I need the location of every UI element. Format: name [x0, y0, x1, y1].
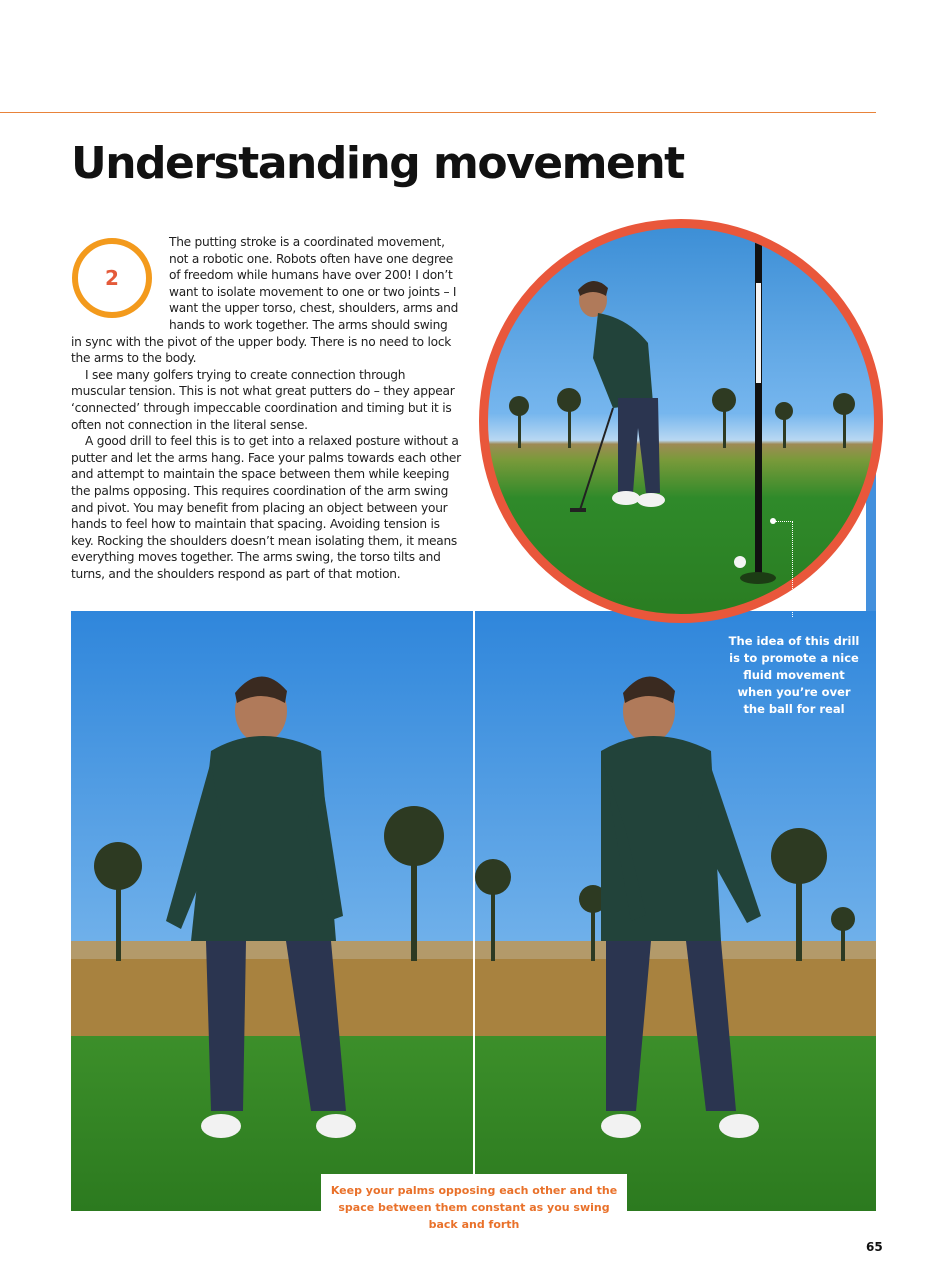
main-photo-caption: Keep your palms opposing each other and the space between them constant as you swing back and forth [321, 1174, 627, 1211]
page-number: 65 [866, 1240, 883, 1254]
step-number: 2 [105, 266, 119, 290]
top-rule [0, 112, 876, 113]
article-paragraph: I see many golfers trying to create connection through muscular tension. This is not what great putters do – they appear ‘connected’ through impeccable coordination and timing but it is often not connection in the literal sense. [71, 367, 455, 432]
article-paragraph: A good drill to feel this is to get into a relaxed posture without a putter and let the arms hang. Face your palms towards each other and attempt to maintain the space between them while keeping the palms opposing. This requires coordination of the arm swing and pivot. You may benefit from placing an object between your hands to feel how to maintain that spacing. Avoiding tension is key. Rocking the shoulders doesn’t mean isolating them, it means everything moves together. The arms swing, the torso tilts and turns, and the shoulders respond as part of that motion. [71, 434, 461, 581]
article-body [71, 234, 461, 582]
callout-leader-vertical [792, 522, 793, 617]
inset-photo-illustration [488, 228, 874, 614]
page-title: Understanding movement [71, 138, 684, 189]
callout-leader-horizontal [775, 521, 793, 522]
article-paragraph: The putting stroke is a coordinated movement, not a robotic one. Robots often have one degree of freedom while humans have over 200! I don’t want to isolate movement to one or two joints – I want the upper torso, chest, shoulders, arms and hands to work together. The arms should swing in sync with the pivot of the upper body. There is no need to lock the arms to the body. [71, 235, 459, 366]
inset-photo-caption: The idea of this drill is to promote a nice fluid movement when you’re over the ball for real [728, 634, 860, 716]
inset-putting-photo [479, 219, 883, 623]
